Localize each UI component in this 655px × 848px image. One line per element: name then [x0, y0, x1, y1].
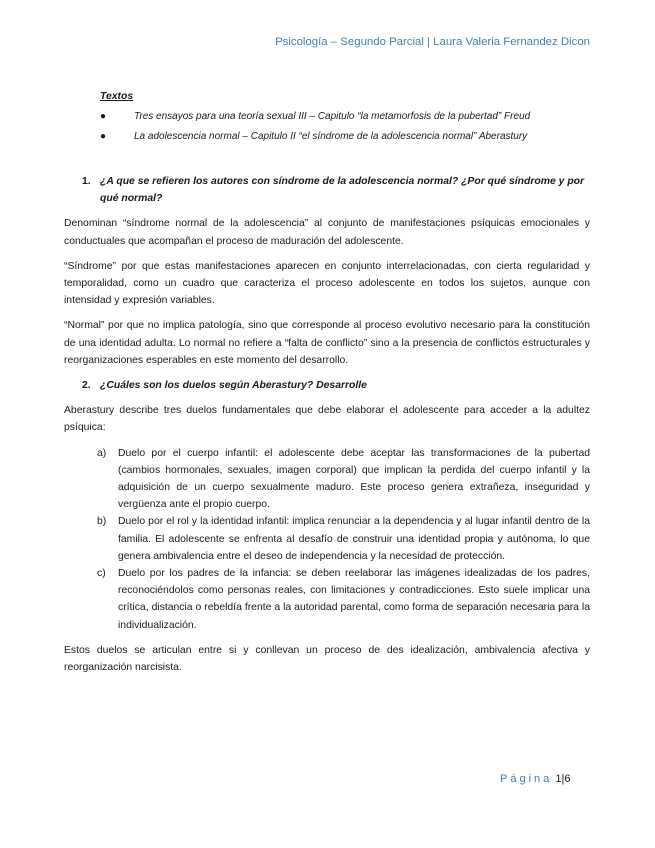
closing-paragraph: Estos duelos se articulan entre si y conllevan un proceso de des idealización, ambivalencia afectiva y reorganización narcisista.: [64, 644, 590, 674]
duelo-letter: a): [97, 447, 107, 459]
textos-heading: Textos: [100, 91, 134, 102]
answer-paragraph: “Síndrome” por que estas manifestaciones aparecen en conjunto interrelacionadas, con cierta regularidad y temporalidad, como un cuadro que caracteriza el proceso adolescente en todos los sujetos, aunque con intensidad y expresión variables.: [64, 260, 590, 307]
answer-paragraph: Denominan “síndrome normal de la adolescencia” al conjunto de manifestaciones psíquicas emocionales y conductuales que acompañan el proceso de maduración del adolescente.: [64, 218, 590, 247]
duelo-letter: c): [97, 568, 106, 580]
duelo-item: c) Duelo por los padres de la infancia: se deben reelaborar las imágenes idealizadas de los padres, reconociéndolos como personas reales, con limitaciones y contradicciones. Esto suele implicar una crítica, distancia o rebeldía frente a la autoridad parental, como forma de separación necesaria para la individualización.: [97, 565, 590, 634]
duelo-letter: b): [97, 516, 107, 528]
bullet-icon: ●: [100, 111, 107, 122]
duelos-list: [97, 445, 590, 634]
bullet-icon: ●: [100, 131, 107, 142]
duelo-item: b) Duelo por el rol y la identidad infantil: implica renunciar a la dependencia y al lugar infantil dentro de la familia. El adolescente se enfrenta al desafío de construir una identidad propia y autónoma, lo que genera ambivalencia entre el deseo de independencia y la necesidad de protección.: [97, 513, 590, 565]
question-1: [64, 173, 590, 207]
question-text: ¿Cuáles son los duelos según Aberastury? Desarrolle: [100, 380, 367, 392]
question-number: 2.: [82, 380, 91, 392]
answer-paragraph: “Normal” por que no implica patología, sino que corresponde al proceso evolutivo necesario para la constitución de una identidad adulta. Lo normal no refiere a “falta de conflicto” sino a la presencia de conflictos estructurales y reorganizaciones esperables en este momento del desarrollo.: [64, 320, 590, 366]
page-header: Psicología – Segundo Parcial | Laura Valeria Fernandez Dicon: [275, 36, 590, 48]
page-content: [64, 88, 590, 676]
answer-intro: Aberastury describe tres duelos fundamentales que debe elaborar el adolescente para acceder a la adultez psíquica:: [64, 405, 590, 434]
page-total: 6: [564, 773, 571, 785]
page-label: Página: [500, 773, 553, 785]
reference-item: ● Tres ensayos para una teoría sexual III – Capitulo “la metamorfosis de la pubertad” Freud: [100, 107, 590, 127]
page-number: 1: [555, 773, 562, 785]
page-separator: |: [561, 773, 565, 785]
duelo-item: a) Duelo por el cuerpo infantil: el adolescente debe aceptar las transformaciones de la pubertad (cambios hormonales, sexuales, imagen corporal) que implican la perdida del cuerpo infantil y la adquisición de un cuerpo sexualmente maduro. Este proceso genera extrañeza, inseguridad y vergüenza ante el propio cuerpo.: [97, 445, 590, 514]
page-footer: [500, 773, 570, 785]
question-text: ¿A que se refieren los autores con síndrome de la adolescencia normal? ¿Por qué síndrome y por qué normal?: [100, 176, 585, 205]
question-2: [64, 377, 590, 394]
question-number: 1.: [82, 176, 91, 187]
reference-list: [100, 107, 590, 147]
reference-item: ● La adolescencia normal – Capitulo II “el síndrome de la adolescencia normal” Aberastury: [100, 127, 590, 147]
